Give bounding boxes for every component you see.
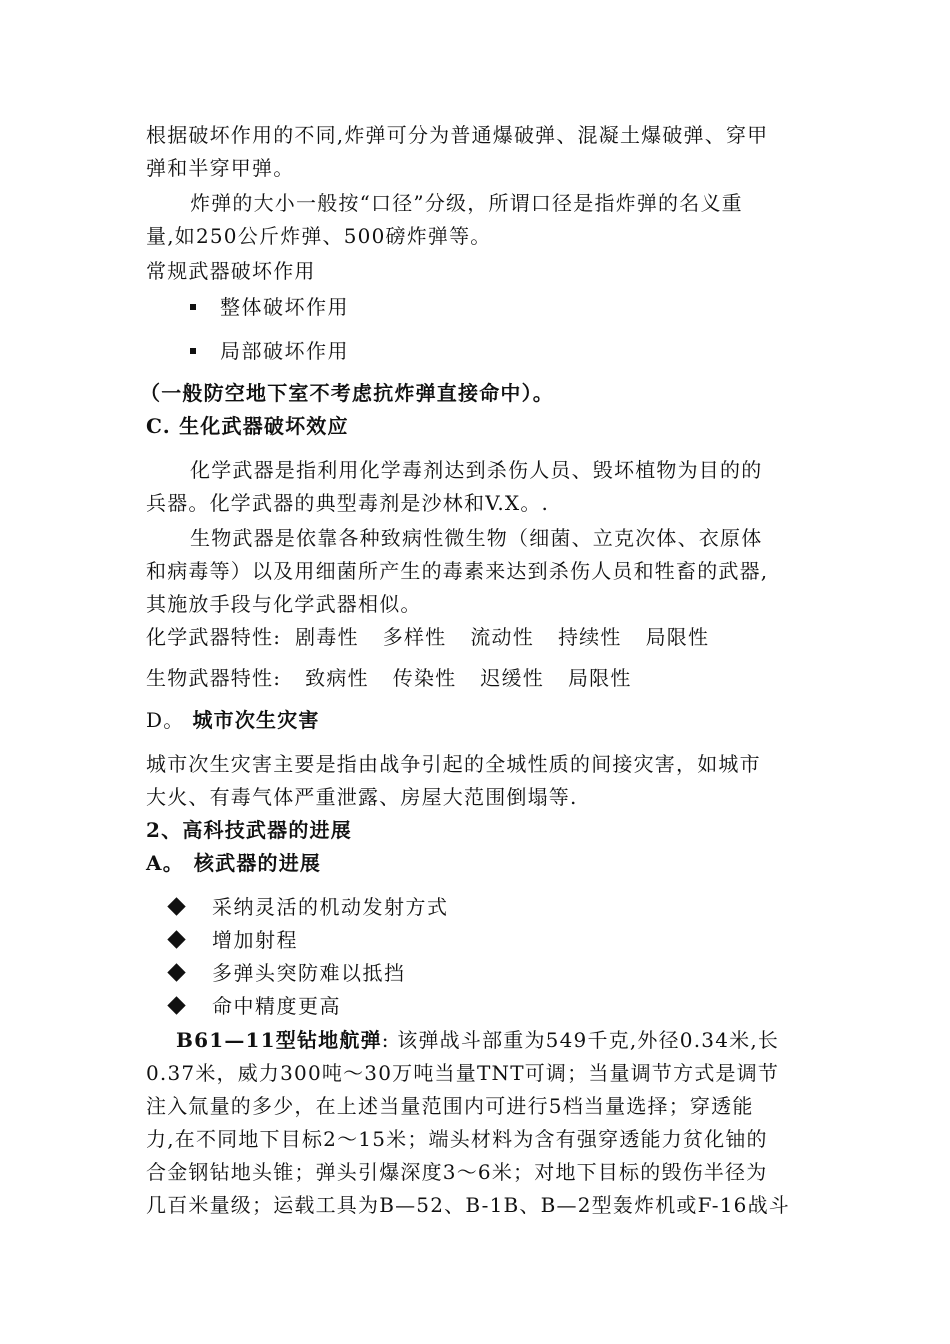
conventional-weapons-heading: 常规武器破坏作用: [146, 259, 316, 283]
diamond-bullet-icon: [167, 996, 185, 1014]
paragraph-bomb-caliber-line-2: 量,如250公斤炸弹、500磅炸弹等。: [146, 224, 492, 248]
list-item-multi-warhead: 多弹头突防难以抵挡: [212, 961, 406, 985]
diamond-bullet-icon: [167, 930, 185, 948]
list-item-range: 增加射程: [212, 928, 298, 952]
secondary-disaster-para-line-2: 大火、有毒气体严重泄露、房屋大范围倒塌等.: [146, 785, 578, 809]
list-item-local-damage: 局部破坏作用: [220, 339, 349, 363]
biological-traits-label: 生物武器特性:: [146, 666, 282, 690]
biological-weapons-para-line-2: 和病毒等）以及用细菌所产生的毒素来达到杀伤人员和牲畜的武器,: [146, 559, 769, 583]
biological-weapons-para-line-1: 生物武器是依靠各种致病性微生物（细菌、立克次体、衣原体: [190, 526, 763, 550]
note-bomb-hit: （一般防空地下室不考虑抗炸弹直接命中）。: [140, 381, 554, 405]
trait-item: 剧毒性: [295, 625, 359, 649]
section-d-marker: D。: [146, 708, 185, 732]
trait-item: 局限性: [567, 666, 632, 690]
b61-line-1-text: : 该弹战斗部重为549千克,外径0.34米,长: [381, 1028, 780, 1052]
b61-para-line-3: 注入氚量的多少，在上述当量范围内可进行5档当量选择；穿透能: [146, 1094, 754, 1118]
trait-item: 持续性: [557, 625, 622, 649]
list-item-mobile-launch: 采纳灵活的机动发射方式: [212, 895, 449, 919]
diamond-bullet-icon: [167, 897, 185, 915]
diamond-bullet-icon: [167, 963, 185, 981]
chemical-weapons-para-line-1: 化学武器是指利用化学毒剂达到杀伤人员、毁坏植物为目的的: [190, 458, 763, 482]
trait-item: 局限性: [645, 625, 710, 649]
section-2a-heading-row: [146, 849, 321, 877]
trait-item: 致病性: [305, 666, 369, 690]
paragraph-bomb-types-line-2: 弹和半穿甲弹。: [146, 156, 295, 180]
paragraph-bomb-caliber-line-1: 炸弹的大小一般按“口径”分级，所谓口径是指炸弹的名义重: [190, 191, 743, 215]
biological-traits-row: [146, 664, 632, 692]
trait-item: 传染性: [392, 666, 457, 690]
secondary-disaster-para-line-1: 城市次生灾害主要是指由战争引起的全城性质的间接灾害，如城市: [146, 752, 761, 776]
b61-para-line-4: 力,在不同地下目标2～15米；端头材料为含有强穿透能力贫化铀的: [146, 1127, 768, 1151]
b61-para-line-6: 几百米量级；运载工具为B—52、B-1B、B—2型轰炸机或F-16战斗: [146, 1193, 791, 1217]
list-item-accuracy: 命中精度更高: [212, 994, 341, 1018]
trait-item: 迟缓性: [480, 666, 544, 690]
section-2-heading: 2、高科技武器的进展: [146, 818, 352, 842]
square-bullet-icon: [190, 348, 196, 354]
b61-title: B61—11型钻地航弹: [176, 1028, 382, 1052]
section-2a-marker: A。: [146, 851, 184, 875]
section-d-heading: 城市次生灾害: [192, 708, 320, 732]
section-c-heading: C. 生化武器破坏效应: [146, 414, 349, 438]
trait-item: 流动性: [470, 625, 534, 649]
trait-item: 多样性: [382, 625, 447, 649]
chemical-traits-label: 化学武器特性:: [146, 625, 282, 649]
chemical-weapons-para-line-2: 兵器。化学武器的典型毒剂是沙林和V.X。.: [146, 491, 550, 515]
section-2a-heading: 核武器的进展: [193, 851, 322, 875]
b61-para-line-2: 0.37米，威力300吨～30万吨当量TNT可调；当量调节方式是调节: [146, 1061, 780, 1085]
section-d-heading-row: [146, 706, 320, 734]
list-item-overall-damage: 整体破坏作用: [220, 295, 349, 319]
chemical-traits-row: [146, 623, 709, 651]
square-bullet-icon: [190, 304, 196, 310]
b61-para-line-1: [176, 1026, 779, 1054]
biological-weapons-para-line-3: 其施放手段与化学武器相似。: [146, 592, 422, 616]
paragraph-bomb-types-line-1: 根据破坏作用的不同,炸弹可分为普通爆破弹、混凝土爆破弹、穿甲: [146, 123, 769, 147]
b61-para-line-5: 合金钢钻地头锥；弹头引爆深度3～6米；对地下目标的毁伤半径为: [146, 1160, 768, 1184]
